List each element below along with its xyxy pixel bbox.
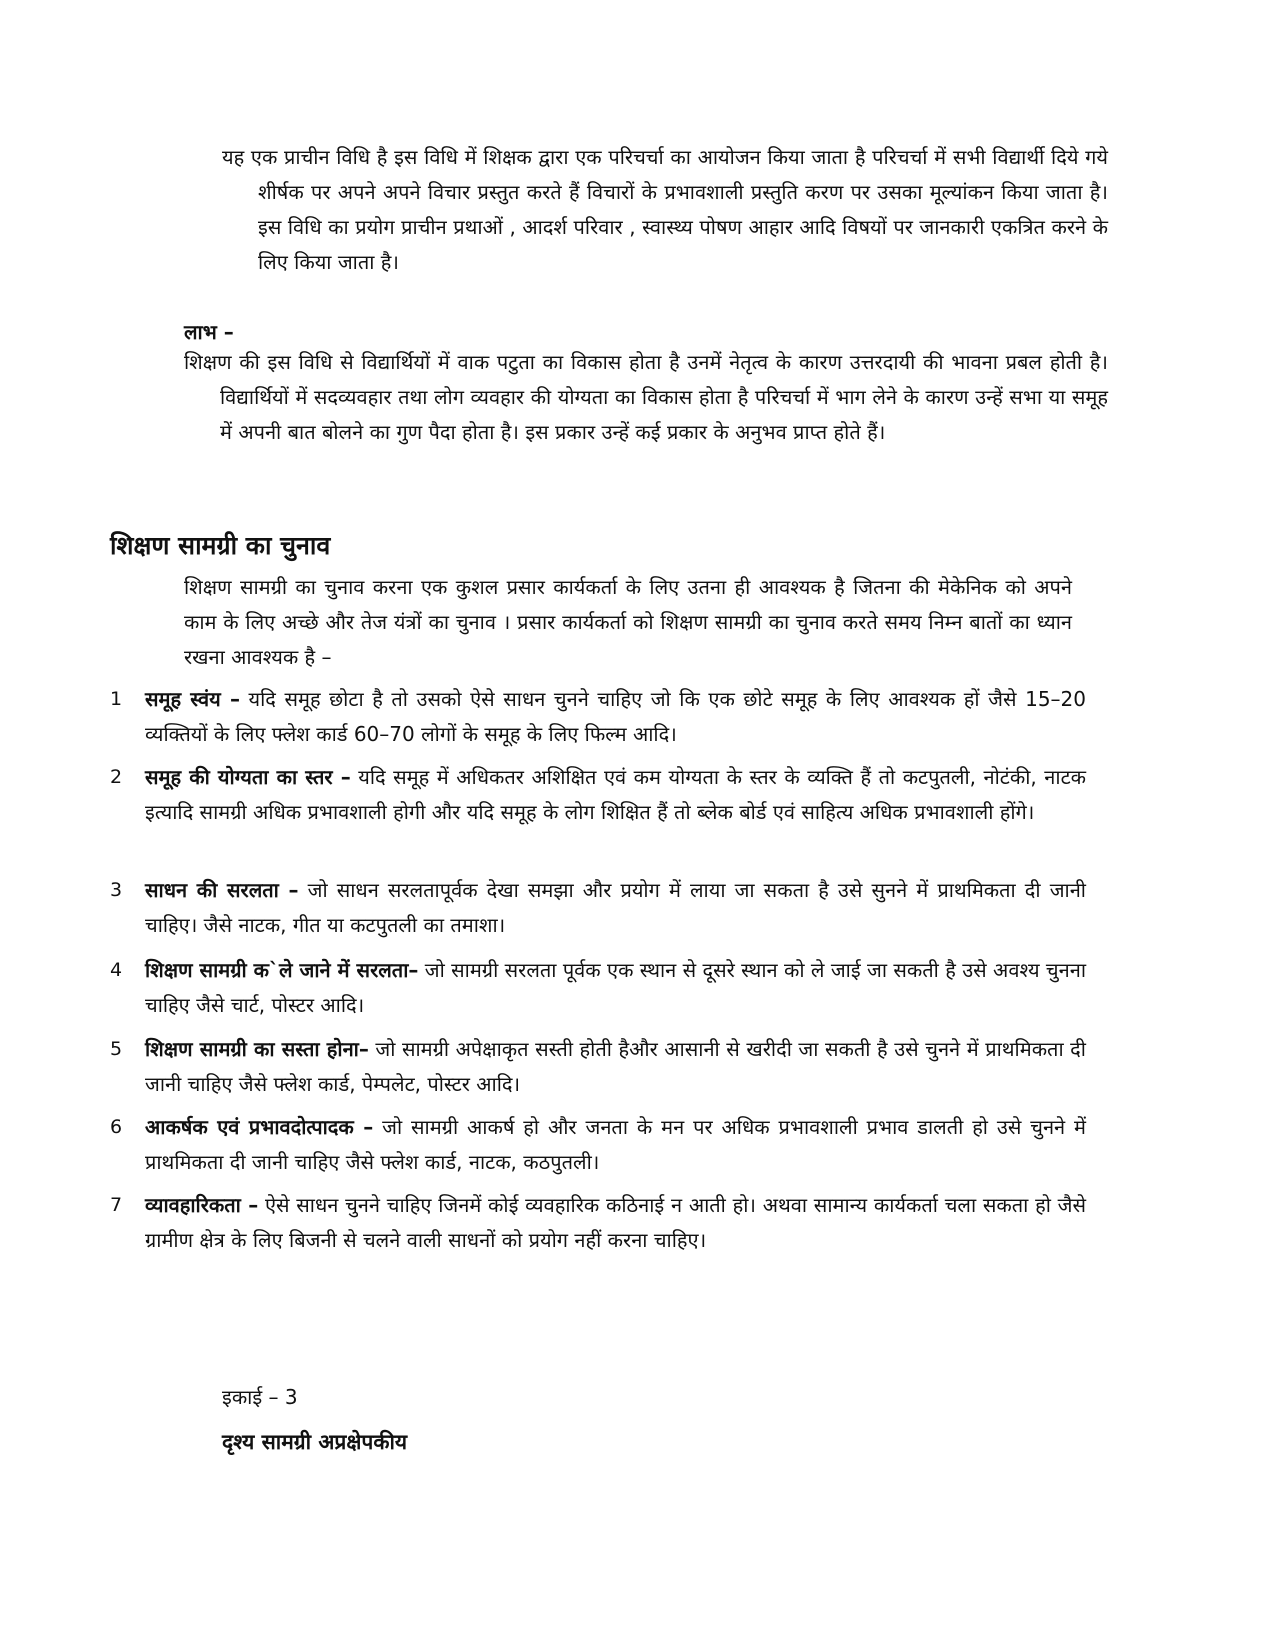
list-item-number: 4 [110, 959, 123, 981]
list-item [110, 1110, 1086, 1180]
list-item-body [145, 682, 1086, 752]
list-item-text: जो सामग्री अपेक्षाकृत सस्ती होती हैऔर आसानी से खरीदी जा सकती है उसे चुनने में प्राथमिकता दी जानी चाहिए जैसे फ्लेश कार्ड, पेम्पलेट, पोस्टर आदि। [145, 1037, 1086, 1096]
list-item-body [145, 1032, 1086, 1102]
list-item [110, 760, 1086, 830]
list-item-body [145, 1110, 1086, 1180]
list-item-term: शिक्षण सामग्री का सस्ता होना– [145, 1037, 369, 1061]
list-item-text: जो सामग्री सरलता पूर्वक एक स्थान से दूसरे स्थान को ले जाई जा सकती है उसे अवश्य चुनना चाहिए जैसे चार्ट, पोस्टर आदि। [145, 958, 1086, 1017]
list-item [110, 682, 1086, 752]
list-item-term: साधन की सरलता – [145, 878, 299, 902]
list-item-text: यदि समूह में अधिकतर अशिक्षित एवं कम योग्यता के स्तर के व्यक्ति हैं तो कटपुतली, नोटंकी, नाटक इत्यादि सामग्री अधिक प्रभावशाली होगी और यदि समूह के लोग शिक्षित हैं तो ब्लेक बोर्ड एवं साहित्य अधिक प्रभावशाली होंगे। [145, 765, 1087, 824]
list-item-body [145, 953, 1086, 1023]
list-item-term: समूह स्वंय – [145, 687, 240, 711]
list-item-number: 6 [110, 1116, 123, 1138]
benefits-heading: लाभ – [184, 320, 234, 344]
list-item-term: समूह की योग्यता का स्तर – [145, 765, 351, 789]
list-item-number: 5 [110, 1038, 123, 1060]
list-item-number: 3 [110, 879, 123, 901]
list-item [110, 873, 1086, 943]
list-item-body [145, 760, 1086, 830]
section-intro-paragraph: शिक्षण सामग्री का चुनाव करना एक कुशल प्रसार कार्यकर्ता के लिए उतना ही आवश्यक है जितना की मेकेनिक को अपने काम के लिए अच्छे और तेज यंत्रों का चुनाव । प्रसार कार्यकर्ता को शिक्षण सामग्री का चुनाव करते समय निम्न बातों का ध्यान रखना आवश्यक है – [184, 575, 1072, 669]
intro-paragraph: यह एक प्राचीन विधि है इस विधि में शिक्षक द्वारा एक परिचर्चा का आयोजन किया जाता है परिचर्चा में सभी विद्यार्थी दिये गये शीर्षक पर अपने अपने विचार प्रस्तुत करते हैं विचारों के प्रभावशाली प्रस्तुति करण पर उसका मूल्यांकन किया जाता है। इस विधि का प्रयोग प्राचीन प्रथाओं , आदर्श परिवार , स्वास्थ्य पोषण आहार आदि विषयों पर जानकारी एकत्रित करने के लिए किया जाता है। [222, 145, 1108, 274]
list-item-text: यदि समूह छोटा है तो उसको ऐसे साधन चुनने चाहिए जो कि एक छोटे समूह के लिए आवश्यक हों जैसे 15–20 व्यक्तियों के लिए फ्लेश कार्ड 60–70 लोगों के समूह के लिए फिल्म आदि। [145, 687, 1086, 746]
list-item-term: शिक्षण सामग्री क`ले जाने में सरलता– [145, 958, 419, 982]
list-item-body [145, 873, 1086, 943]
list-item-body [145, 1188, 1086, 1258]
list-item-number: 7 [110, 1194, 123, 1216]
list-item [110, 1188, 1086, 1258]
list-item-number: 2 [110, 766, 123, 788]
list-item [110, 1032, 1086, 1102]
list-item-number: 1 [110, 688, 123, 710]
list-item-term: आकर्षक एवं प्रभावदोत्पादक – [145, 1115, 374, 1139]
list-item [110, 953, 1086, 1023]
list-item-text: जो साधन सरलतापूर्वक देखा समझा और प्रयोग में लाया जा सकता है उसे सुनने में प्राथमिकता दी जानी चाहिए। जैसे नाटक, गीत या कटपुतली का तमाशा। [145, 878, 1086, 937]
benefits-paragraph: शिक्षण की इस विधि से विद्यार्थियों में वाक पटुता का विकास होता है उनमें नेतृत्व के कारण उत्तरदायी की भावना प्रबल होती है। विद्यार्थियों में सदव्यवहार तथा लोग व्यवहार की योग्यता का विकास होता है परिचर्चा में भाग लेने के कारण उन्हें सभा या समूह में अपनी बात बोलने का गुण पैदा होता है। इस प्रकार उन्हें कई प्रकार के अनुभव प्राप्त होते हैं। [184, 350, 1108, 444]
list-item-text: ऐसे साधन चुनने चाहिए जिनमें कोई व्यवहारिक कठिनाई न आती हो। अथवा सामान्य कार्यकर्ता चला सकता हो जैसे ग्रामीण क्षेत्र के लिए बिजनी से चलने वाली साधनों को प्रयोग नहीं करना चाहिए। [145, 1193, 1087, 1252]
list-item-term: व्यावहारिकता – [145, 1193, 259, 1217]
list-item-text: जो सामग्री आकर्ष हो और जनता के मन पर अधिक प्रभावशाली प्रभाव डालती हो उसे चुनने में प्राथमिकता दी जानी चाहिए जैसे फ्लेश कार्ड, नाटक, कठपुतली। [145, 1115, 1086, 1174]
unit-title: दृश्य सामग्री अप्रक्षेपकीय [222, 1430, 408, 1454]
section-heading: शिक्षण सामग्री का चुनाव [110, 531, 331, 560]
unit-number: इकाई – 3 [222, 1385, 298, 1409]
